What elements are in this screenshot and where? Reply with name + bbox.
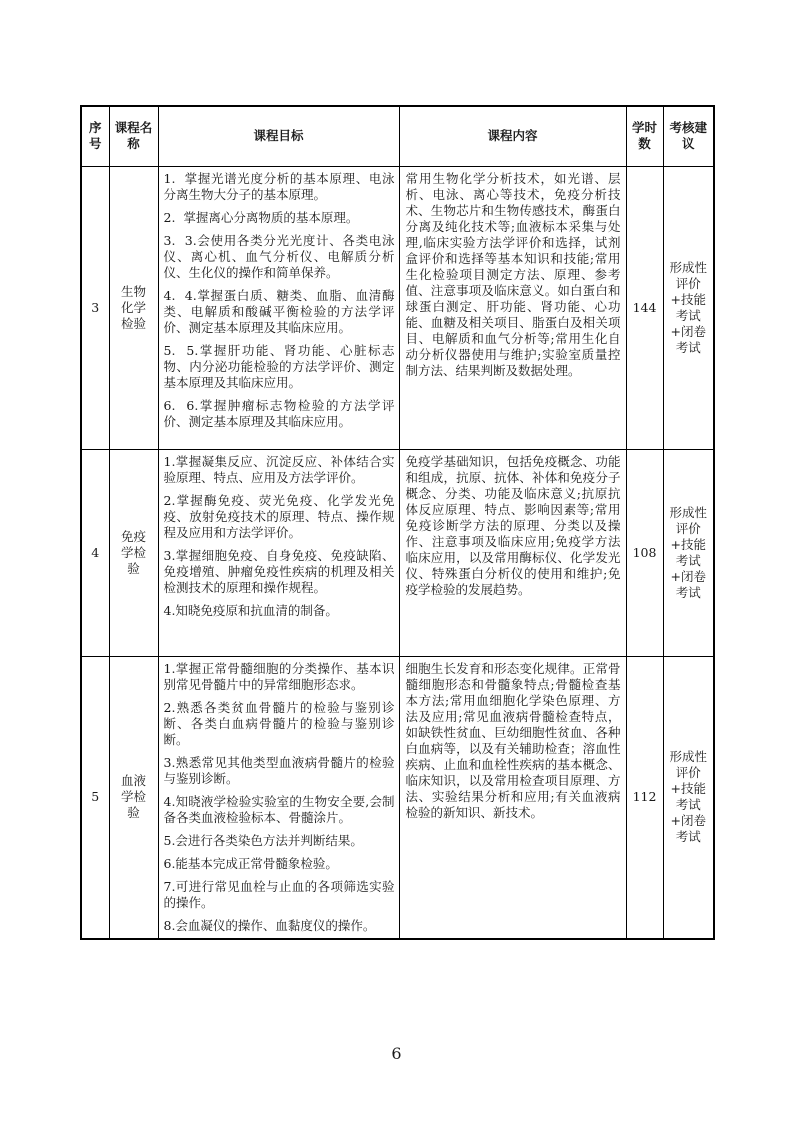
objective-item: 2.熟悉各类贫血骨髓片的检验与鉴别诊断、各类白血病骨髓片的检验与鉴别诊断。: [163, 699, 395, 747]
cell-course-objectives: [158, 166, 399, 449]
cell-course-name: 血液学检验: [109, 656, 158, 939]
table-row-hematology: [81, 656, 714, 939]
header-class-hours: 学时数: [626, 106, 663, 166]
objective-item: 4. 4.掌握蛋白质、糖类、血脂、血清酶类、电解质和酸碱平衡检验的方法学评价、测定基本原理及其临床应用。: [163, 287, 395, 335]
objective-item: 8.会血凝仪的操作、血黏度仪的操作。: [163, 917, 376, 933]
objective-item: 6. 6.掌握肿瘤标志物检验的方法学评价、测定基本原理及其临床应用。: [163, 397, 395, 429]
page-number: 6: [391, 1044, 402, 1063]
objective-item: 5. 5.掌握肝功能、肾功能、心脏标志物、内分泌功能检验的方法学评价、测定基本原理及其临床应用。: [163, 342, 395, 390]
cell-course-name: 生物化学检验: [109, 166, 158, 449]
cell-assessment: 形成性评价+技能考试+闭卷考试: [663, 656, 714, 939]
header-serial-number: 序号: [81, 106, 109, 166]
cell-class-hours: 144: [626, 166, 663, 449]
cell-course-name: 免疫学检验: [109, 449, 158, 656]
objective-item: 4.知晓液学检验实验室的生物安全要,会制备各类血液检验标本、骨髓涂片。: [163, 793, 395, 825]
table-header-row: [81, 106, 714, 166]
objective-item: 6.能基本完成正常骨髓象检验。: [163, 855, 338, 871]
header-course-content: 课程内容: [399, 106, 626, 166]
cell-serial-number: 4: [81, 449, 109, 656]
cell-course-objectives: [158, 449, 399, 656]
cell-course-content: 免疫学基础知识，包括免疫概念、功能和组成，抗原、抗体、补体和免疫分子概念、分类、功能及临床意义;抗原抗体反应原理、特点、影响因素等;常用免疫诊断学方法的原理、分类以及操作、注意事项及临床应用;免疫学方法临床应用，以及常用酶标仪、化学发光仪、特殊蛋白分析仪的使用和维护;免疫学检验的发展趋势。: [399, 449, 626, 656]
cell-serial-number: 5: [81, 656, 109, 939]
objective-item: 1. 掌握光谱光度分析的基本原理、电泳分离生物大分子的基本原理。: [163, 170, 395, 202]
header-course-objectives: 课程目标: [158, 106, 399, 166]
objective-item: 2. 掌握离心分离物质的基本原理。: [163, 209, 359, 225]
header-assessment-suggestion: 考核建议: [663, 106, 714, 166]
objective-item: 1.掌握凝集反应、沉淀反应、补体结合实验原理、特点、应用及方法学评价。: [163, 453, 395, 485]
objective-item: 3.掌握细胞免疫、自身免疫、免疫缺陷、免疫增殖、肿瘤免疫性疾病的机理及相关检测技术的原理和操作规程。: [163, 547, 395, 595]
objective-item: 4.知晓免疫原和抗血清的制备。: [163, 602, 338, 618]
cell-assessment: 形成性评价+技能考试+闭卷考试: [663, 449, 714, 656]
cell-class-hours: 112: [626, 656, 663, 939]
objective-item: 1.掌握正常骨髓细胞的分类操作、基本识别常见骨髓片中的异常细胞形态求。: [163, 660, 395, 692]
cell-class-hours: 108: [626, 449, 663, 656]
objective-item: 3.熟悉常见其他类型血液病骨髓片的检验与鉴别诊断。: [163, 754, 395, 786]
cell-course-objectives: [158, 656, 399, 939]
objective-item: 3. 3.会使用各类分光光度计、各类电泳仪、离心机、血气分析仪、电解质分析仪、生化仪的操作和简单保养。: [163, 232, 395, 280]
cell-course-content: 常用生物化学分析技术，如光谱、层析、电泳、离心等技术，免疫分析技术、生物芯片和生物传感技术，酶蛋白分离及纯化技术等;血液标本采集与处理,临床实验方法学评价和选择，试剂盒评价和选择等基本知识和技能;常用生化检验项目测定方法、原理、参考值、注意事项及临床意义。如白蛋白和球蛋白测定、肝功能、肾功能、心功能、血糖及相关项目、脂蛋白及相关项目、电解质和血气分析等;常用生化自动分析仪器使用与维护;实验室质量控制方法、结果判断及数据处理。: [399, 166, 626, 449]
course-table: [80, 105, 715, 940]
objective-item: 2.掌握酶免疫、荧光免疫、化学发光免疫、放射免疫技术的原理、特点、操作规程及应用和方法学评价。: [163, 492, 395, 540]
table-row-biochemistry: [81, 166, 714, 449]
cell-assessment: 形成性评价+技能考试+闭卷考试: [663, 166, 714, 449]
header-course-name: 课程名称: [109, 106, 158, 166]
table-row-immunology: [81, 449, 714, 656]
cell-course-content: 细胞生长发育和形态变化规律。正常骨髓细胞形态和骨髓象特点;骨髓检查基本方法;常用血细胞化学染色原理、方法及应用;常见血液病骨髓检查特点，如缺铁性贫血、巨幼细胞性贫血、各种白血病等，以及有关辅助检查；溶血性疾病、止血和血栓性疾病的基本概念、临床知识，以及常用检查项目原理、方法、实验结果分析和应用;有关血液病检验的新知识、新技术。: [399, 656, 626, 939]
objective-item: 5.会进行各类染色方法并判断结果。: [163, 832, 363, 848]
objective-item: 7.可进行常见血栓与止血的各项筛选实验的操作。: [163, 878, 395, 910]
cell-serial-number: 3: [81, 166, 109, 449]
